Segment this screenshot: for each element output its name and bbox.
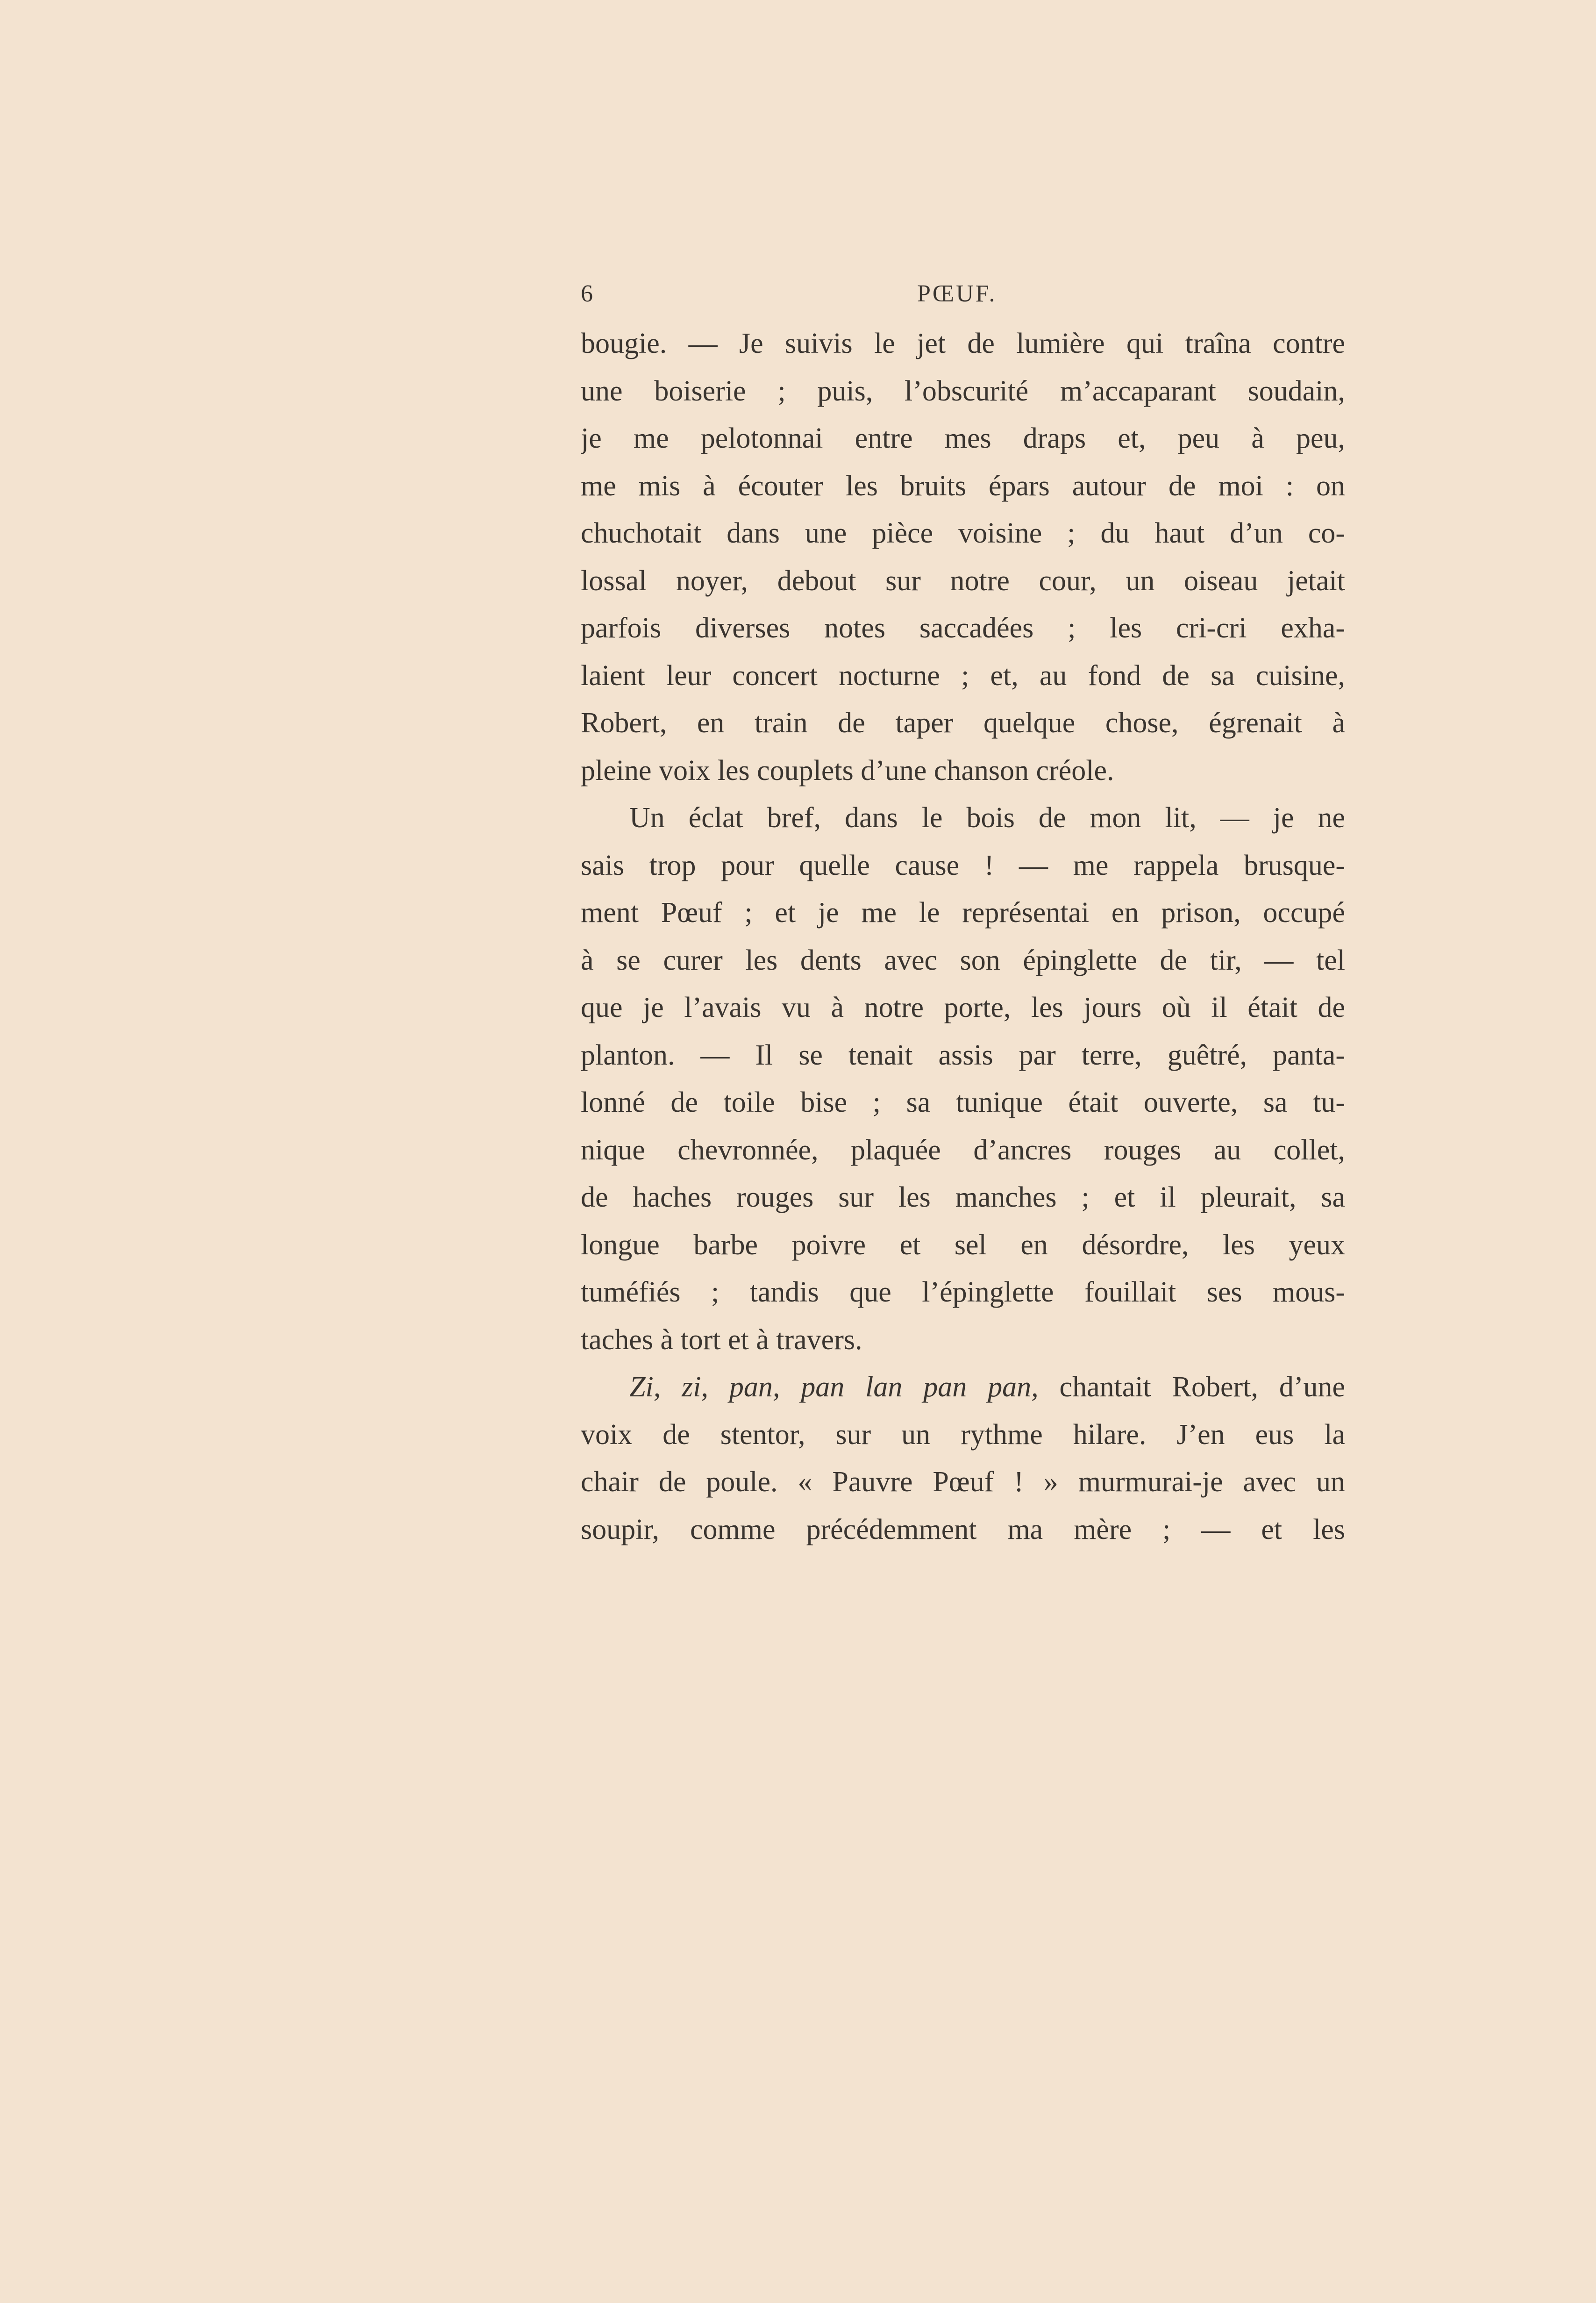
text-line: voix de stentor, sur un rythme hilare. J’en eus la [581, 1418, 1345, 1451]
page-number: 6 [581, 280, 594, 307]
paragraph-3 [581, 1364, 1345, 1553]
text-line: Un éclat bref, dans le bois de mon lit, — je ne [629, 802, 1345, 834]
running-head [581, 273, 1345, 320]
text-line: chair de poule. « Pauvre Pœuf ! » murmurai-je avec un [581, 1466, 1345, 1498]
paragraph-1 [581, 320, 1345, 794]
text-line-rest: chantait Robert, d’une [1038, 1371, 1345, 1403]
text-line: à se curer les dents avec son épinglette de tir, — tel [581, 944, 1345, 976]
text-line: tuméfiés ; tandis que l’épinglette fouillait ses mous- [581, 1276, 1345, 1308]
text-line: de haches rouges sur les manches ; et il pleurait, sa [581, 1181, 1345, 1213]
text-line-with-italic [581, 1364, 1345, 1411]
text-line: chuchotait dans une pièce voisine ; du haut d’un co- [581, 517, 1345, 549]
text-line: longue barbe poivre et sel en désordre, les yeux [581, 1229, 1345, 1261]
running-title: PŒUF. [917, 280, 997, 307]
text-line: parfois diverses notes saccadées ; les cri-cri exha- [581, 612, 1345, 644]
text-line: Robert, en train de taper quelque chose, égrenait à [581, 707, 1345, 739]
text-line: laient leur concert nocturne ; et, au fond de sa cuisine, [581, 659, 1345, 692]
text-line: lonné de toile bise ; sa tunique était ouverte, sa tu- [581, 1087, 1345, 1118]
text-line: taches à tort et à travers. [581, 1323, 862, 1356]
text-line: une boiserie ; puis, l’obscurité m’accaparant soudain, [581, 375, 1345, 407]
text-line: planton. — Il se tenait assis par terre, guêtré, panta- [581, 1039, 1345, 1071]
italic-refrain: Zi, zi, pan, pan lan pan pan, [629, 1371, 1039, 1403]
text-line: soupir, comme précédemment ma mère ; — et les [581, 1513, 1345, 1545]
text-line: bougie. — Je suivis le jet de lumière qui traîna contre [581, 328, 1345, 359]
text-line: me mis à écouter les bruits épars autour de moi : on [581, 470, 1345, 502]
text-line: ment Pœuf ; et je me le représentai en prison, occupé [581, 897, 1345, 929]
text-line: sais trop pour quelle cause ! — me rappela brusque- [581, 849, 1345, 881]
text-block [581, 273, 1345, 1553]
text-line: que je l’avais vu à notre porte, les jours où il était de [581, 992, 1345, 1023]
text-line: lossal noyer, debout sur notre cour, un oiseau jetait [581, 565, 1345, 597]
text-line: je me pelotonnai entre mes draps et, peu à peu, [581, 422, 1345, 454]
paragraph-2 [581, 794, 1345, 1364]
text-line: nique chevronnée, plaquée d’ancres rouges au collet, [581, 1134, 1345, 1166]
text-line: pleine voix les couplets d’une chanson créole. [581, 754, 1114, 787]
